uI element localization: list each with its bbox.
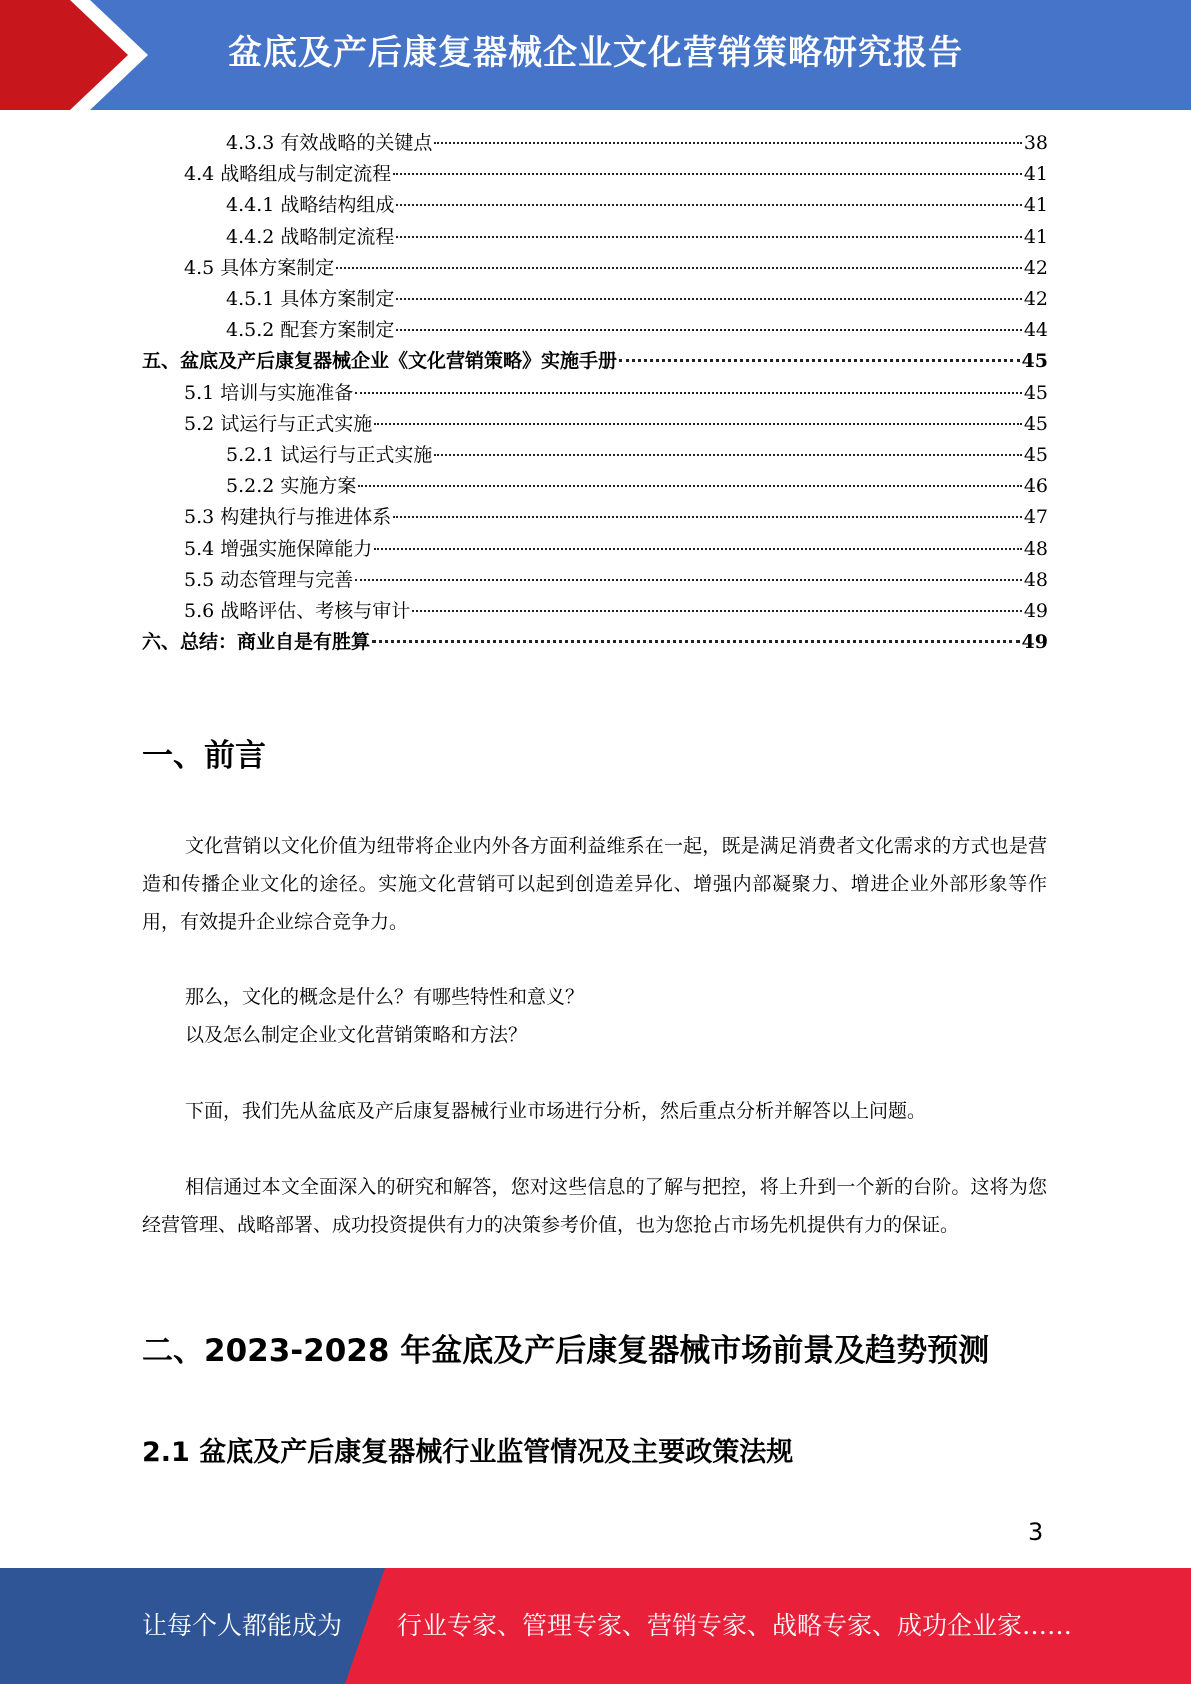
- toc-leader-dots: [412, 610, 1022, 612]
- toc-entry[interactable]: [184, 534, 1048, 565]
- footer-slogan-left: 让每个人都能成为: [142, 1611, 343, 1640]
- toc-entry-page: 42: [1023, 256, 1048, 279]
- toc-entry-page: 49: [1021, 631, 1048, 654]
- toc-entry-page: 45: [1021, 350, 1048, 373]
- toc-entry-title: 六、总结：商业自是有胜算: [142, 631, 371, 654]
- toc-entry-title: 5.2.1 试运行与正式实施: [226, 444, 433, 466]
- toc-entry-page: 48: [1023, 537, 1048, 560]
- subsection-heading-regulation: 2.1 盆底及产后康复器械行业监管情况及主要政策法规: [142, 1437, 794, 1468]
- toc-entry-page: 38: [1023, 132, 1048, 154]
- toc-entry-title: 五、盆底及产后康复器械企业《文化营销策略》实施手册: [142, 350, 618, 373]
- footer-slogan-right: 行业专家、管理专家、营销专家、战略专家、成功企业家……: [397, 1611, 1073, 1640]
- toc-entry[interactable]: [184, 253, 1048, 284]
- toc-leader-dots: [619, 359, 1020, 362]
- page-header: [0, 0, 1191, 110]
- toc-entry[interactable]: [226, 190, 1048, 221]
- toc-leader-dots: [434, 142, 1021, 144]
- toc-entry-page: 49: [1023, 600, 1048, 622]
- toc-entry-page: 48: [1023, 568, 1048, 591]
- toc-entry-title: 4.5.1 具体方案制定: [226, 288, 395, 310]
- toc-leader-dots: [393, 173, 1022, 175]
- toc-entry-page: 42: [1023, 288, 1048, 310]
- toc-leader-dots: [374, 548, 1022, 550]
- toc-leader-dots: [434, 454, 1021, 456]
- toc-entry[interactable]: [226, 440, 1048, 471]
- toc-entry-page: 45: [1023, 412, 1048, 435]
- preface-paragraph-2: 下面，我们先从盆底及产后康复器械行业市场进行分析，然后重点分析并解答以上问题。: [185, 1100, 927, 1122]
- toc-entry-title: 4.4 战略组成与制定流程: [184, 163, 392, 186]
- toc-entry-title: 4.3.3 有效战略的关键点: [226, 132, 433, 154]
- toc-entry[interactable]: [226, 471, 1048, 502]
- toc-entry-page: 47: [1023, 506, 1048, 529]
- toc-entry-title: 5.3 构建执行与推进体系: [184, 506, 392, 529]
- toc-entry-page: 41: [1023, 163, 1048, 186]
- toc-entry[interactable]: [184, 378, 1048, 409]
- toc-entry[interactable]: [184, 596, 1048, 627]
- toc-entry-page: 45: [1023, 381, 1048, 404]
- toc-leader-dots: [374, 423, 1022, 425]
- toc-entry-page: 46: [1023, 475, 1048, 498]
- toc-entry-page: 45: [1023, 444, 1048, 466]
- toc-entry[interactable]: [142, 346, 1048, 377]
- section-heading-preface: 一、前言: [142, 738, 266, 774]
- toc-entry[interactable]: [184, 409, 1048, 440]
- section-heading-market-forecast: 二、2023-2028 年盆底及产后康复器械市场前景及趋势预测: [142, 1333, 990, 1369]
- toc-leader-dots: [396, 236, 1021, 238]
- toc-entry-title: 5.6 战略评估、考核与审计: [184, 600, 411, 622]
- toc-entry[interactable]: [142, 627, 1048, 658]
- page-number: 3: [1028, 1518, 1044, 1546]
- toc-entry[interactable]: [184, 565, 1048, 596]
- toc-entry-title: 5.5 动态管理与完善: [184, 568, 354, 591]
- toc-entry-page: 41: [1023, 194, 1048, 217]
- toc-entry-title: 5.4 增强实施保障能力: [184, 537, 373, 560]
- toc-entry[interactable]: [184, 502, 1048, 533]
- toc-leader-dots: [396, 204, 1021, 206]
- toc-entry-title: 5.1 培训与实施准备: [184, 381, 354, 404]
- toc-leader-dots: [358, 485, 1021, 487]
- toc-entry[interactable]: [226, 284, 1048, 315]
- toc-entry-title: 4.4.1 战略结构组成: [226, 194, 395, 217]
- toc-entry-title: 5.2 试运行与正式实施: [184, 412, 373, 435]
- preface-question-1: 那么，文化的概念是什么？有哪些特性和意义？: [185, 986, 585, 1008]
- toc-leader-dots: [393, 516, 1022, 518]
- toc-leader-dots: [336, 267, 1022, 269]
- preface-question-2: 以及怎么制定企业文化营销策略和方法？: [185, 1024, 528, 1046]
- toc-entry-title: 4.5 具体方案制定: [184, 256, 335, 279]
- toc-entry-page: 44: [1023, 319, 1048, 342]
- toc-entry-title: 4.4.2 战略制定流程: [226, 225, 395, 248]
- toc-entry[interactable]: [184, 159, 1048, 190]
- toc-entry-page: 41: [1023, 225, 1048, 248]
- toc-leader-dots: [355, 579, 1022, 581]
- preface-paragraph-3: 相信通过本文全面深入的研究和解答，您对这些信息的了解与把控，将上升到一个新的台阶。这将为您经营管理、战略部署、成功投资提供有力的决策参考价值，也为您抢占市场先机提供有力的保证。: [142, 1176, 1047, 1236]
- toc-entry-title: 5.2.2 实施方案: [226, 475, 357, 498]
- toc-leader-dots: [396, 298, 1021, 300]
- preface-paragraph-1: 文化营销以文化价值为纽带将企业内外各方面利益维系在一起，既是满足消费者文化需求的方式也是营造和传播企业文化的途径。实施文化营销可以起到创造差异化、增强内部凝聚力、增进企业外部形象等作用，有效提升企业综合竞争力。: [142, 835, 1047, 933]
- toc-leader-dots: [372, 640, 1020, 643]
- toc-leader-dots: [355, 392, 1022, 394]
- toc-entry[interactable]: [226, 128, 1048, 159]
- toc-leader-dots: [396, 329, 1021, 331]
- report-title: 盆底及产后康复器械企业文化营销策略研究报告: [228, 33, 963, 73]
- toc-entry[interactable]: [226, 315, 1048, 346]
- toc-entry-title: 4.5.2 配套方案制定: [226, 319, 395, 342]
- page-footer: [0, 1568, 1191, 1684]
- toc-entry[interactable]: [226, 222, 1048, 253]
